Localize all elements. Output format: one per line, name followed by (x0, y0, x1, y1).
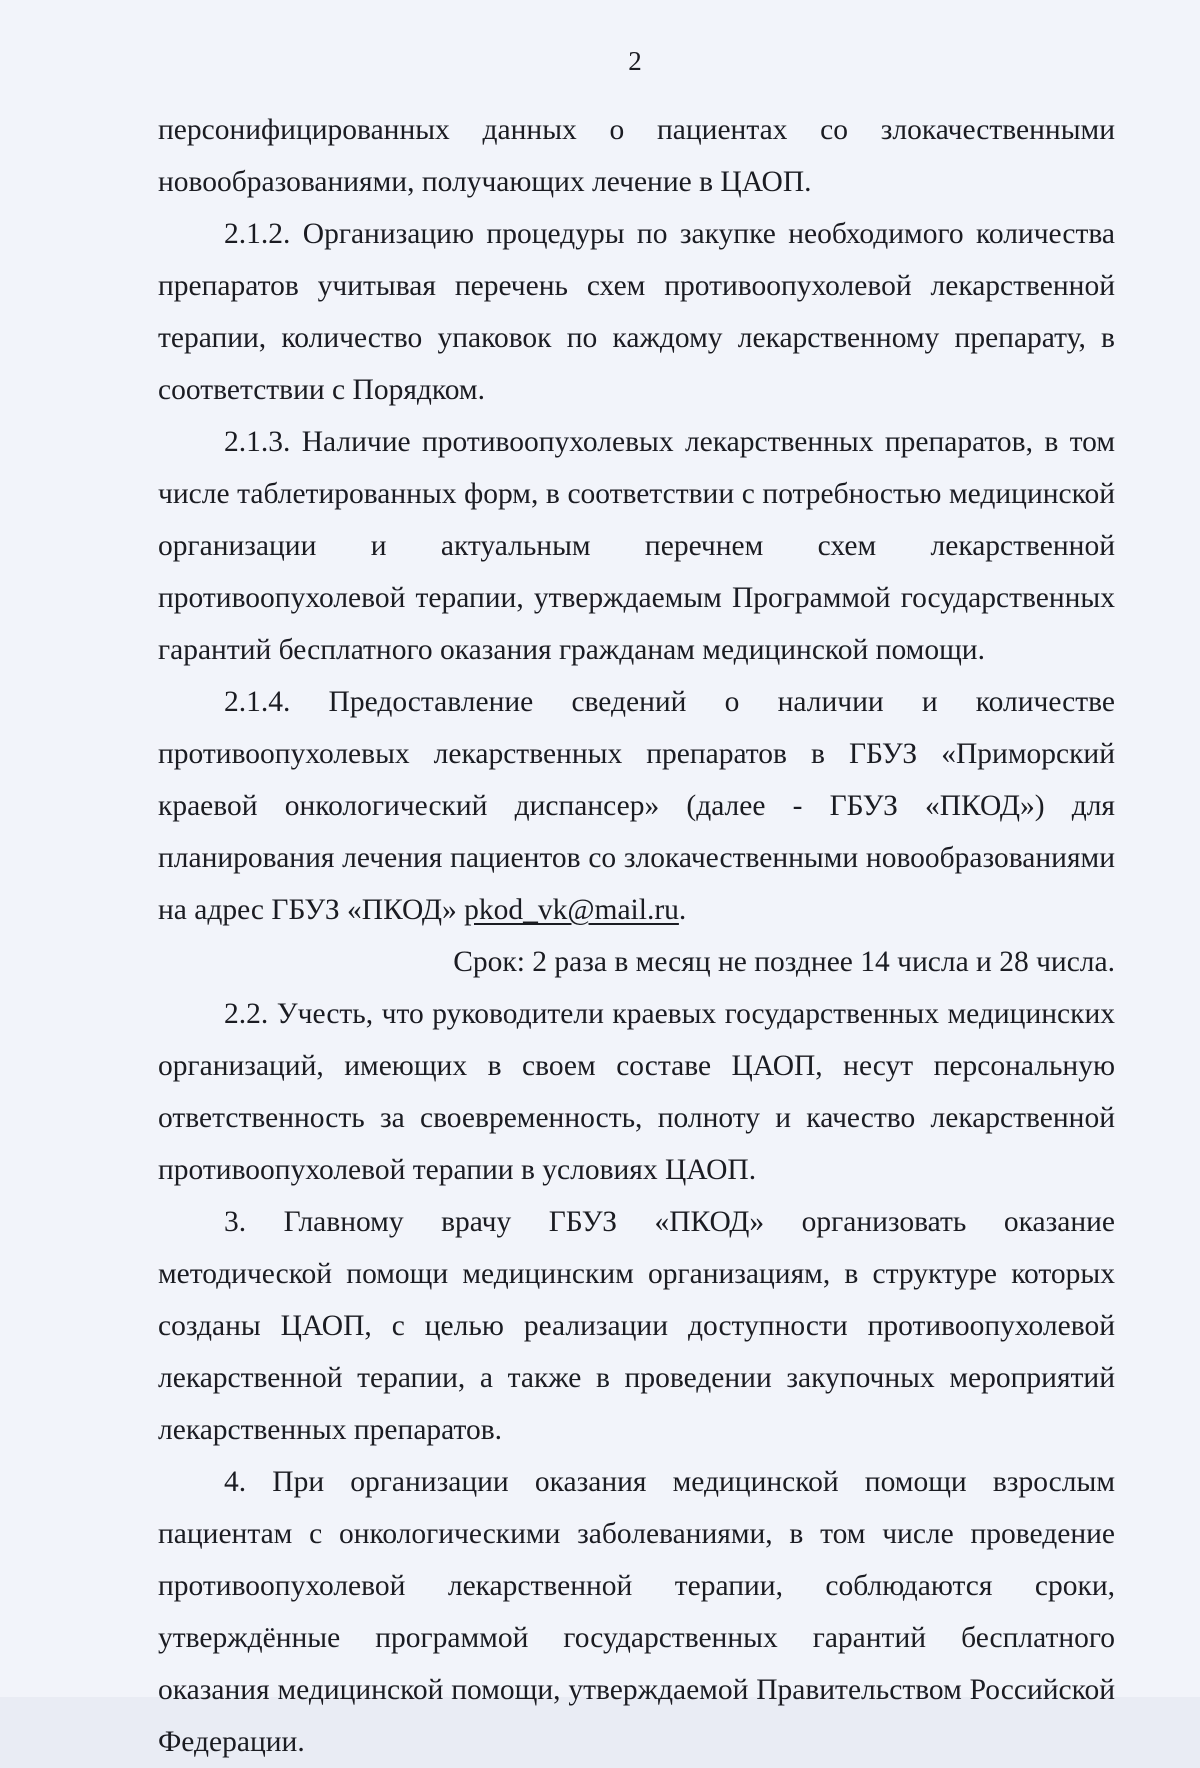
paragraph-2-1-4-end: . (678, 894, 687, 926)
paragraph-4: 4. При организации оказания медицинской помощи взрослым пациентам с онкологическими заболеваниями, в том числе проведение противоопухолевой лекарственной терапии, соблюдаются сроки, утверждённые программой государственных гарантий бесплатного оказания медицинской помощи, утверждаемой Правительством Российской Федерации. (158, 1466, 1115, 1758)
paragraph-2-1-4 (158, 676, 1115, 936)
paragraph-continuation: персонифицированных данных о пациентах со злокачественными новообразованиями, получающих лечение в ЦАОП. (158, 114, 1115, 198)
paragraph-2-1-4-text: 2.1.4. Предоставление сведений о наличии и количестве противоопухолевых лекарственных препаратов в ГБУЗ «Приморский краевой онкологический диспансер» (далее - ГБУЗ «ПКОД») для планирования лечения пациентов со злокачественными новообразованиями на адрес ГБУЗ «ПКОД» (158, 686, 1115, 926)
deadline-line: Срок: 2 раза в месяц не позднее 14 числа и 28 числа. (453, 946, 1115, 978)
paragraph-2-2: 2.2. Учесть, что руководители краевых государственных медицинских организаций, имеющих в своем составе ЦАОП, несут персональную ответственность за своевременность, полноту и качество лекарственной противоопухолевой терапии в условиях ЦАОП. (158, 998, 1115, 1186)
paragraph-3: 3. Главному врачу ГБУЗ «ПКОД» организовать оказание методической помощи медицинским организациям, в структуре которых созданы ЦАОП, с целью реализации доступности противоопухолевой лекарственной терапии, а также в проведении закупочных мероприятий лекарственных препаратов. (158, 1206, 1115, 1446)
paragraph-2-1-2: 2.1.2. Организацию процедуры по закупке необходимого количества препаратов учитывая перечень схем противоопухолевой лекарственной терапии, количество упаковок по каждому лекарственному препарату, в соответствии с Порядком. (158, 218, 1115, 406)
email-link[interactable]: pkod_vk@mail.ru (464, 894, 679, 926)
document-body (158, 104, 1115, 1768)
paragraph-2-1-3: 2.1.3. Наличие противоопухолевых лекарственных препаратов, в том числе таблетированных форм, в соответствии с потребностью медицинской организации и актуальным перечнем схем лекарственной противоопухолевой терапии, утверждаемым Программой государственных гарантий бесплатного оказания гражданам медицинской помощи. (158, 426, 1115, 666)
page-number: 2 (628, 46, 642, 76)
